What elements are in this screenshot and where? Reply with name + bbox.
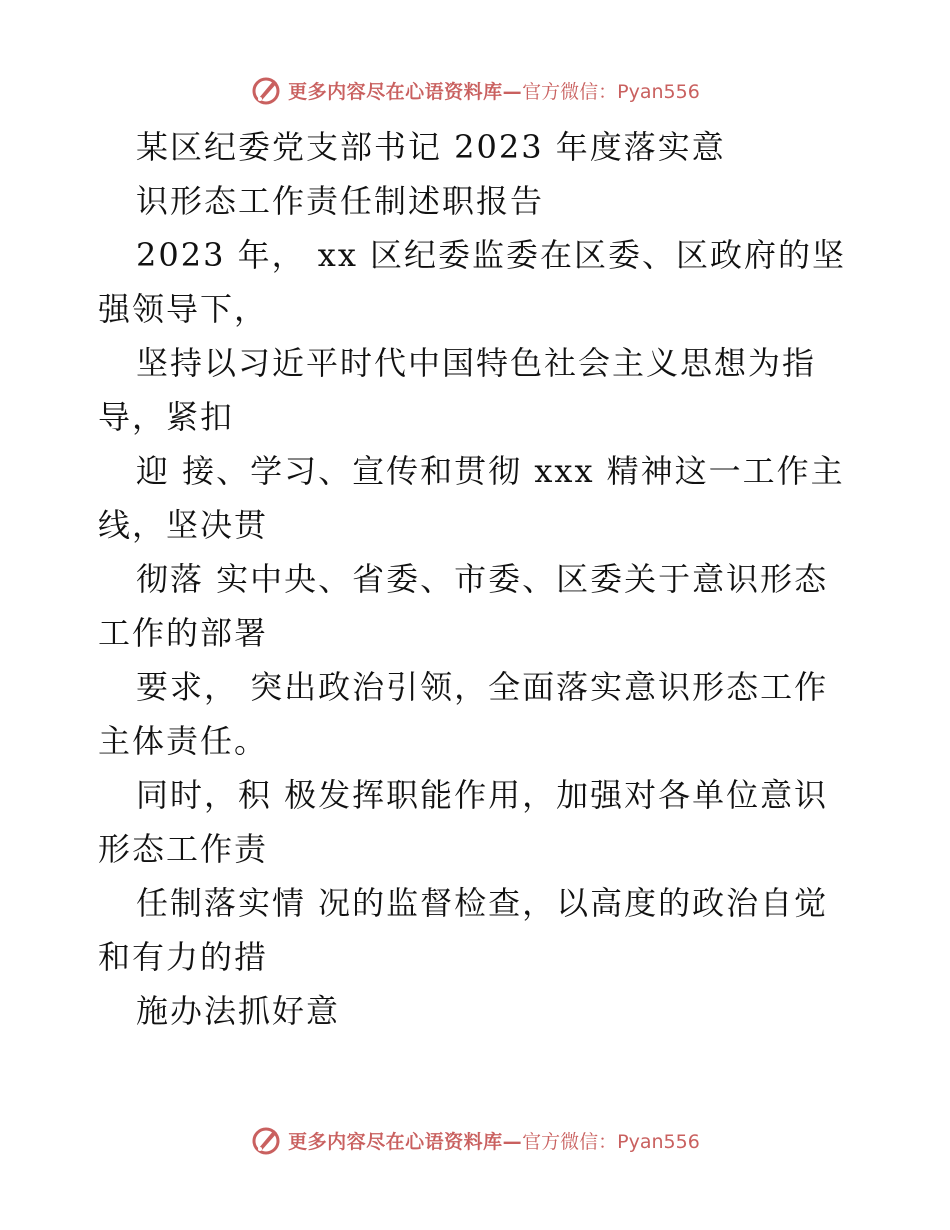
- paragraph-line: 同时，积 极发挥职能作用，加强对各单位意识: [136, 776, 829, 814]
- paragraph-line: 坚持以习近平时代中国特色社会主义思想为指: [136, 344, 817, 382]
- paragraph-line: 线，坚决贯: [98, 506, 269, 544]
- paragraph-line: 强领导下，: [98, 290, 269, 328]
- title-line-2: 识形态工作责任制述职报告: [136, 182, 545, 220]
- paragraph-line: 2023 年， xx 区纪委监委在区委、区政府的坚: [136, 236, 847, 274]
- pen-logo-icon: [250, 74, 282, 106]
- title-line-1: 某区纪委党支部书记 2023 年度落实意: [136, 128, 726, 166]
- footer-banner: [0, 1120, 950, 1160]
- paragraph-line: 主体责任。: [98, 722, 269, 760]
- footer-banner-text: 更多内容尽在心语资料库—: [288, 1130, 523, 1153]
- pen-logo-icon: [250, 1124, 282, 1156]
- document-body: [98, 120, 868, 1038]
- header-banner-wechat: 官方微信：Pyan556: [522, 80, 700, 103]
- paragraph-line: 迎 接、学习、宣传和贯彻 xxx 精神这一工作主: [136, 452, 845, 490]
- paragraph-line: 和有力的措: [98, 938, 269, 976]
- header-banner: [0, 70, 950, 110]
- header-banner-text: 更多内容尽在心语资料库—: [288, 80, 523, 103]
- footer-banner-wechat: 官方微信：Pyan556: [522, 1130, 700, 1153]
- paragraph-line: 彻落 实中央、省委、市委、区委关于意识形态: [136, 560, 829, 598]
- paragraph-line: 任制落实情 况的监督检查，以高度的政治自觉: [136, 884, 829, 922]
- paragraph-line: 施办法抓好意: [136, 992, 341, 1030]
- paragraph-line: 导，紧扣: [98, 398, 235, 436]
- paragraph-line: 形态工作责: [98, 830, 269, 868]
- paragraph-line: 工作的部署: [98, 614, 269, 652]
- paragraph-line: 要求， 突出政治引领，全面落实意识形态工作: [136, 668, 829, 706]
